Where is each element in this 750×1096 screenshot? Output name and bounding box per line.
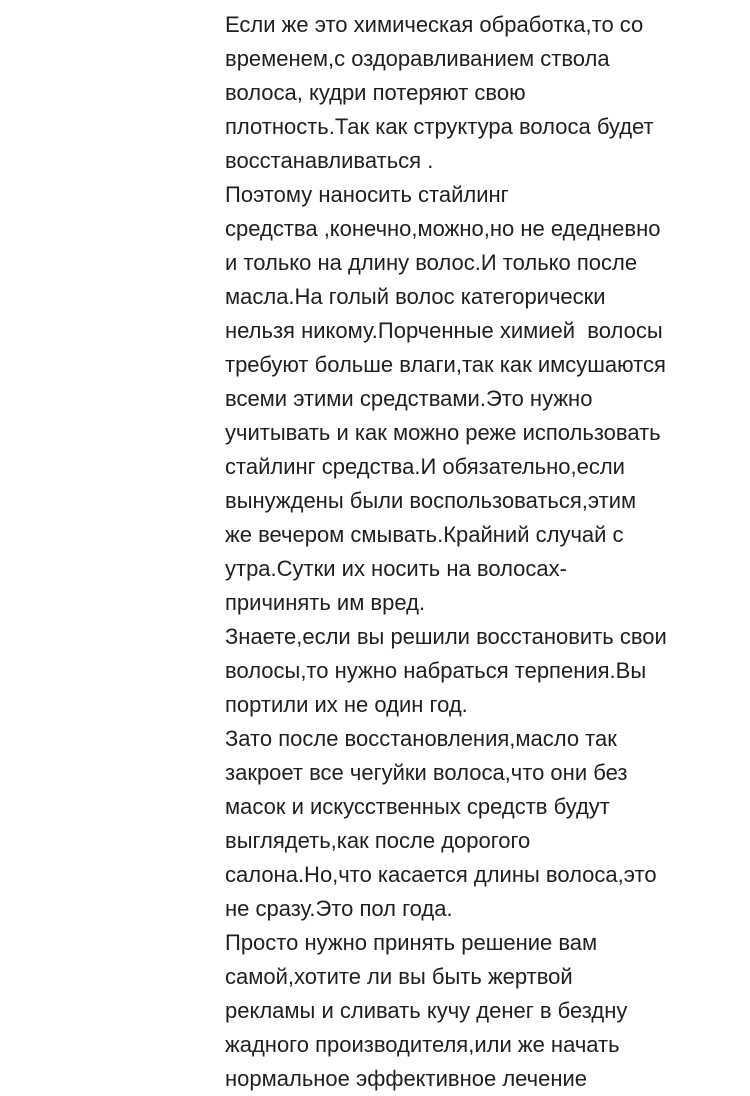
message-text: Если же это химическая обработка,то со временем,с оздоравливанием ствола волоса, кудри потеряют свою плотность.Так как структура волоса будет восстанавливаться . Поэтому наносить стайлинг средства ,конечно,можно,но не едедневно и только на длину волос.И только после масла.На голый волос категорически нельзя никому.Порченные химией волосы требуют больше влаги,так как имсушаются всеми этими средствами.Это нужно учитывать и как можно реже использовать стайлинг средства.И обязательно,если вынуждены были воспользоваться,этим же вечером смывать.Крайний случай с утра.Сутки их носить на волосах- причинять им вред. Знаете,если вы решили восстановить свои волосы,то нужно набраться терпения.Вы портили их не один год. Зато после восстановления,масло так закроет все чегуйки волоса,что они без масок и искусственных средств будут выглядеть,как после дорогого салона.Но,что касается длины волоса,это не сразу.Это пол года. Просто нужно принять решение вам самой,хотите ли вы быть жертвой рекламы и сливать кучу денег в бездну жадного производителя,или же начать нормальное эффективное лечение (225, 12, 667, 1091)
